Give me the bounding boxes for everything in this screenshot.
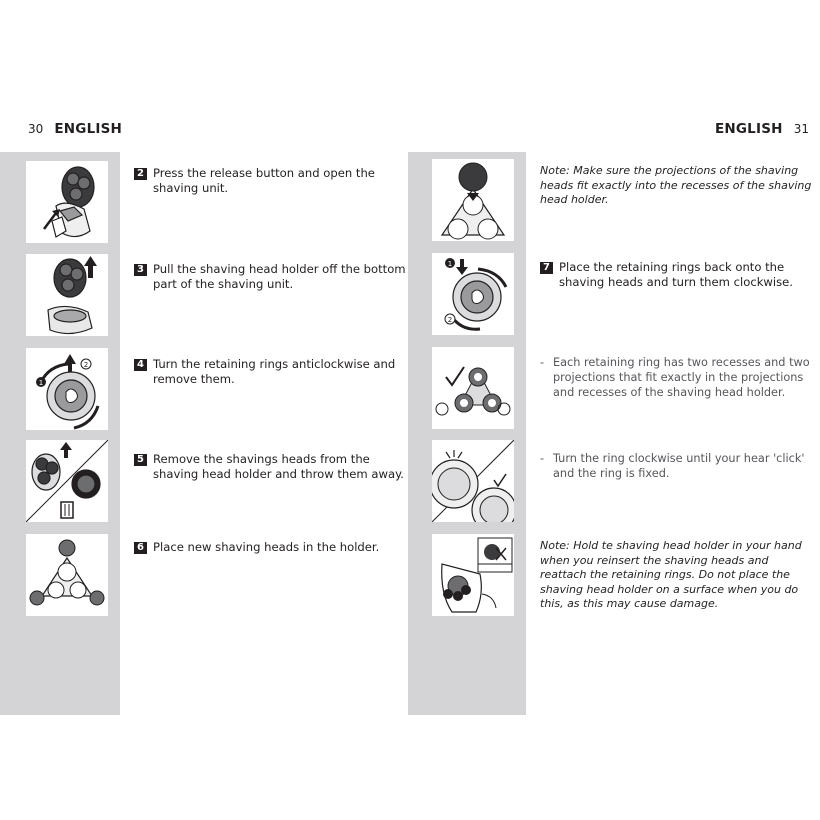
step-text: Place new shaving heads in the holder. bbox=[153, 540, 380, 554]
figure-open-shaving-unit bbox=[26, 161, 108, 243]
figure-projections-recesses bbox=[432, 159, 514, 241]
step-2 bbox=[134, 166, 406, 196]
figure-label-two: 2 bbox=[447, 316, 453, 324]
note-hold-holder: Note: Hold te shaving head holder in your hand when you reinsert the shaving heads and reattach the retaining rings. Do not place the shaving head holder on a surface when you do this, as this may cause damage. bbox=[540, 539, 802, 610]
figure-place-new-heads bbox=[26, 534, 108, 616]
figure-ring-recesses-check bbox=[432, 347, 514, 429]
figure-turn-retaining-rings bbox=[26, 348, 108, 430]
step-text: Place the retaining rings back onto the shaving heads and turn them clockwise. bbox=[559, 260, 793, 289]
bullet-turn-clockwise: - Turn the ring clockwise until your hear 'click' and the ring is fixed. bbox=[540, 451, 818, 481]
step-number: 2 bbox=[134, 168, 147, 180]
step-number: 5 bbox=[134, 454, 147, 466]
note-projections: Note: Make sure the projections of the shaving heads fit exactly into the recesses of the shaving head holder. bbox=[540, 164, 812, 206]
figure-ring-click bbox=[432, 440, 514, 522]
left-language-label: ENGLISH bbox=[54, 121, 123, 137]
step-3 bbox=[134, 262, 406, 292]
step-text: Turn the retaining rings anticlockwise and remove them. bbox=[153, 357, 396, 386]
figure-label-one: 1 bbox=[38, 379, 44, 387]
left-page-number: 30 bbox=[28, 122, 44, 136]
step-number: 3 bbox=[134, 264, 147, 276]
figure-remove-shaving-heads bbox=[26, 440, 108, 522]
figure-label-one: 1 bbox=[447, 260, 453, 268]
figure-pull-head-holder bbox=[26, 254, 108, 336]
step-5 bbox=[134, 452, 406, 482]
step-6 bbox=[134, 540, 406, 555]
step-4 bbox=[134, 357, 406, 387]
right-language-label: ENGLISH bbox=[714, 121, 783, 137]
figure-hold-in-hand bbox=[432, 534, 514, 616]
step-number: 6 bbox=[134, 542, 147, 554]
step-number: 7 bbox=[540, 262, 553, 274]
bullet-text: Turn the ring clockwise until your hear 'click' and the ring is fixed. bbox=[553, 452, 805, 480]
step-7 bbox=[540, 260, 818, 290]
step-text: Press the release button and open the shaving unit. bbox=[153, 166, 375, 195]
step-text: Remove the shavings heads from the shaving head holder and throw them away. bbox=[153, 452, 404, 481]
figure-label-two: 2 bbox=[83, 361, 89, 369]
step-text: Pull the shaving head holder off the bottom part of the shaving unit. bbox=[153, 262, 406, 291]
right-page-number: 31 bbox=[793, 122, 809, 136]
bullet-ring-recesses: - Each retaining ring has two recesses and two projections that fit exactly in the projections and recesses of the shaving head holder. bbox=[540, 355, 818, 400]
step-number: 4 bbox=[134, 359, 147, 371]
right-page-header bbox=[715, 118, 809, 137]
figure-place-rings-back bbox=[432, 253, 514, 335]
left-page-header bbox=[28, 118, 122, 137]
bullet-text: Each retaining ring has two recesses and two projections that fit exactly in the projections and recesses of the shaving head holder. bbox=[553, 356, 810, 399]
